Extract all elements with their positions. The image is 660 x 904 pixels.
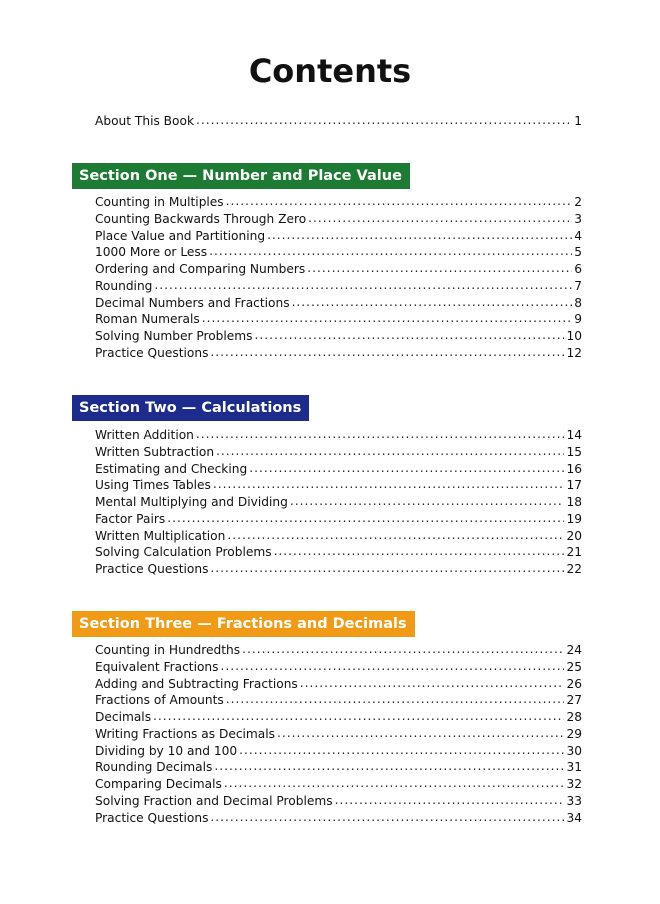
dot-leader	[308, 210, 572, 227]
toc-entry-label: Writing Fractions as Decimals	[95, 726, 276, 741]
dot-leader	[274, 543, 565, 560]
toc-entry-label: Place Value and Partitioning	[95, 228, 266, 243]
toc-entry[interactable]	[95, 692, 582, 709]
dot-leader	[249, 460, 564, 477]
dot-leader	[226, 193, 573, 210]
toc-entry[interactable]	[95, 810, 582, 827]
toc-entry[interactable]	[95, 642, 582, 659]
dot-leader	[153, 708, 564, 725]
toc-entry-label: 1000 More or Less	[95, 245, 208, 260]
toc-entry[interactable]	[95, 477, 582, 494]
dot-leader	[210, 809, 564, 826]
toc-entry-page-number: 10	[566, 329, 582, 343]
toc-entry-label: Adding and Subtracting Fractions	[95, 676, 298, 691]
toc-entry[interactable]	[95, 444, 582, 461]
toc-entry[interactable]	[95, 328, 582, 345]
dot-leader	[221, 658, 565, 675]
toc-entry-label: Written Addition	[95, 428, 194, 442]
toc-entry-page-number: 4	[574, 228, 582, 243]
toc-entry[interactable]	[95, 528, 582, 545]
toc-entry[interactable]	[95, 261, 582, 278]
toc-entry-page-number: 19	[566, 511, 582, 526]
dot-leader	[307, 260, 572, 277]
toc-entry-label: Written Multiplication	[95, 528, 226, 543]
toc-entry[interactable]	[95, 776, 582, 793]
toc-entry[interactable]	[95, 759, 582, 776]
toc-entry[interactable]	[95, 743, 582, 760]
toc-entry-label: Practice Questions	[95, 562, 209, 576]
toc-entry-page-number: 26	[566, 676, 582, 691]
dot-leader	[277, 725, 564, 742]
toc-entry[interactable]	[95, 676, 582, 693]
toc-entry-page-number: 18	[566, 495, 582, 509]
toc-entry-label: Decimal Numbers and Fractions	[95, 295, 290, 310]
toc-entry-label: Factor Pairs	[95, 511, 166, 526]
toc-entry-page-number: 7	[574, 278, 582, 293]
toc-entry-page-number: 27	[566, 693, 582, 708]
toc-entry-label: Ordering and Comparing Numbers	[95, 262, 306, 276]
toc-entry-label: Practice Questions	[95, 810, 209, 825]
toc-entry[interactable]	[95, 194, 582, 211]
dot-leader	[227, 527, 564, 544]
toc-entry[interactable]	[95, 345, 582, 362]
dot-leader	[216, 443, 564, 460]
dot-leader	[213, 476, 565, 493]
toc-entry-page-number: 3	[574, 211, 582, 226]
toc-entry-label: Counting Backwards Through Zero	[95, 211, 307, 226]
toc-entry-page-number: 8	[574, 295, 582, 310]
dot-leader	[292, 294, 573, 311]
toc-entry-label: Equivalent Fractions	[95, 659, 219, 674]
dot-leader	[226, 691, 565, 708]
toc-entry[interactable]	[95, 511, 582, 528]
toc-entry-page-number: 20	[566, 528, 582, 543]
toc-entry[interactable]	[95, 461, 582, 478]
toc-entry-label: Using Times Tables	[95, 478, 211, 493]
toc-entry-page-number: 29	[566, 726, 582, 741]
toc-entry[interactable]	[95, 311, 582, 328]
dot-leader	[154, 277, 572, 294]
dot-leader	[210, 560, 564, 577]
toc-entry-page-number: 16	[566, 461, 582, 476]
toc-entry-label: Decimals	[95, 710, 152, 724]
toc-entry-page-number: 24	[566, 643, 582, 657]
toc-entry-page-number: 2	[574, 195, 582, 209]
section-header: Section One — Number and Place Value	[72, 163, 410, 189]
toc-entry-page-number: 28	[566, 710, 582, 724]
toc-entry-label: Fractions of Amounts	[95, 693, 224, 708]
toc-entry-page-number: 17	[566, 478, 582, 493]
toc-entry-page-number: 30	[566, 743, 582, 758]
toc-entry[interactable]	[95, 561, 582, 578]
toc-entry[interactable]	[95, 295, 582, 312]
dot-leader	[239, 742, 564, 759]
toc-entry[interactable]	[95, 726, 582, 743]
toc-entry-label: Mental Multiplying and Dividing	[95, 495, 288, 509]
dot-leader	[224, 775, 565, 792]
toc-entry[interactable]	[95, 709, 582, 726]
toc-entry-page-number: 22	[566, 562, 582, 576]
toc-entry-page-number: 33	[566, 793, 582, 808]
dot-leader	[196, 426, 565, 443]
toc-entry[interactable]	[95, 427, 582, 444]
dot-leader	[267, 227, 572, 244]
dot-leader	[202, 310, 572, 327]
toc-entry-page-number: 34	[566, 810, 582, 825]
toc-entry-label: Estimating and Checking	[95, 461, 248, 476]
toc-entry-label: Rounding Decimals	[95, 760, 213, 775]
toc-entry-label: Practice Questions	[95, 345, 209, 360]
toc-entry-label: Counting in Hundredths	[95, 643, 241, 657]
toc-entry-about-this-book[interactable]	[95, 113, 582, 130]
dot-leader	[335, 792, 565, 809]
toc-entry-page-number: 9	[574, 312, 582, 327]
section-header: Section Two — Calculations	[72, 395, 309, 421]
toc-entry-page-number: 21	[566, 545, 582, 560]
toc-entry-label: Rounding	[95, 278, 153, 293]
toc-entry-label: Counting in Multiples	[95, 195, 224, 209]
toc-entry-page-number: 31	[566, 760, 582, 775]
toc-entry[interactable]	[95, 278, 582, 295]
toc-entry[interactable]	[95, 211, 582, 228]
toc-entry-label: Written Subtraction	[95, 444, 215, 459]
toc-entry[interactable]	[95, 793, 582, 810]
toc-entry[interactable]	[95, 544, 582, 561]
dot-leader	[209, 243, 572, 260]
toc-entry-label: Dividing by 10 and 100	[95, 743, 238, 758]
toc-entry-label: Roman Numerals	[95, 312, 200, 327]
toc-entry-page-number: 1	[574, 114, 582, 128]
toc-entry[interactable]	[95, 244, 582, 261]
toc-entry-page-number: 25	[566, 659, 582, 674]
toc-entry-label: About This Book	[95, 114, 195, 128]
dot-leader	[290, 493, 565, 510]
toc-entry[interactable]	[95, 659, 582, 676]
dot-leader	[167, 510, 564, 527]
toc-entry[interactable]	[95, 494, 582, 511]
toc-entry-page-number: 5	[574, 245, 582, 260]
toc-entry-label: Solving Number Problems	[95, 329, 253, 343]
toc-entry-page-number: 12	[566, 345, 582, 360]
page-title: Contents	[248, 52, 412, 90]
dot-leader	[196, 112, 572, 129]
toc-entry-page-number: 14	[566, 428, 582, 442]
section-header: Section Three — Fractions and Decimals	[72, 611, 415, 637]
toc-entry[interactable]	[95, 228, 582, 245]
dot-leader	[214, 758, 564, 775]
toc-entry-page-number: 15	[566, 444, 582, 459]
toc-entry-page-number: 6	[574, 262, 582, 276]
dot-leader	[255, 327, 565, 344]
toc-entry-label: Solving Calculation Problems	[95, 545, 272, 560]
toc-entry-page-number: 32	[566, 777, 582, 791]
dot-leader	[210, 344, 564, 361]
toc-entry-label: Solving Fraction and Decimal Problems	[95, 793, 333, 808]
toc-entry-label: Comparing Decimals	[95, 777, 222, 791]
dot-leader	[242, 641, 564, 658]
dot-leader	[300, 675, 565, 692]
